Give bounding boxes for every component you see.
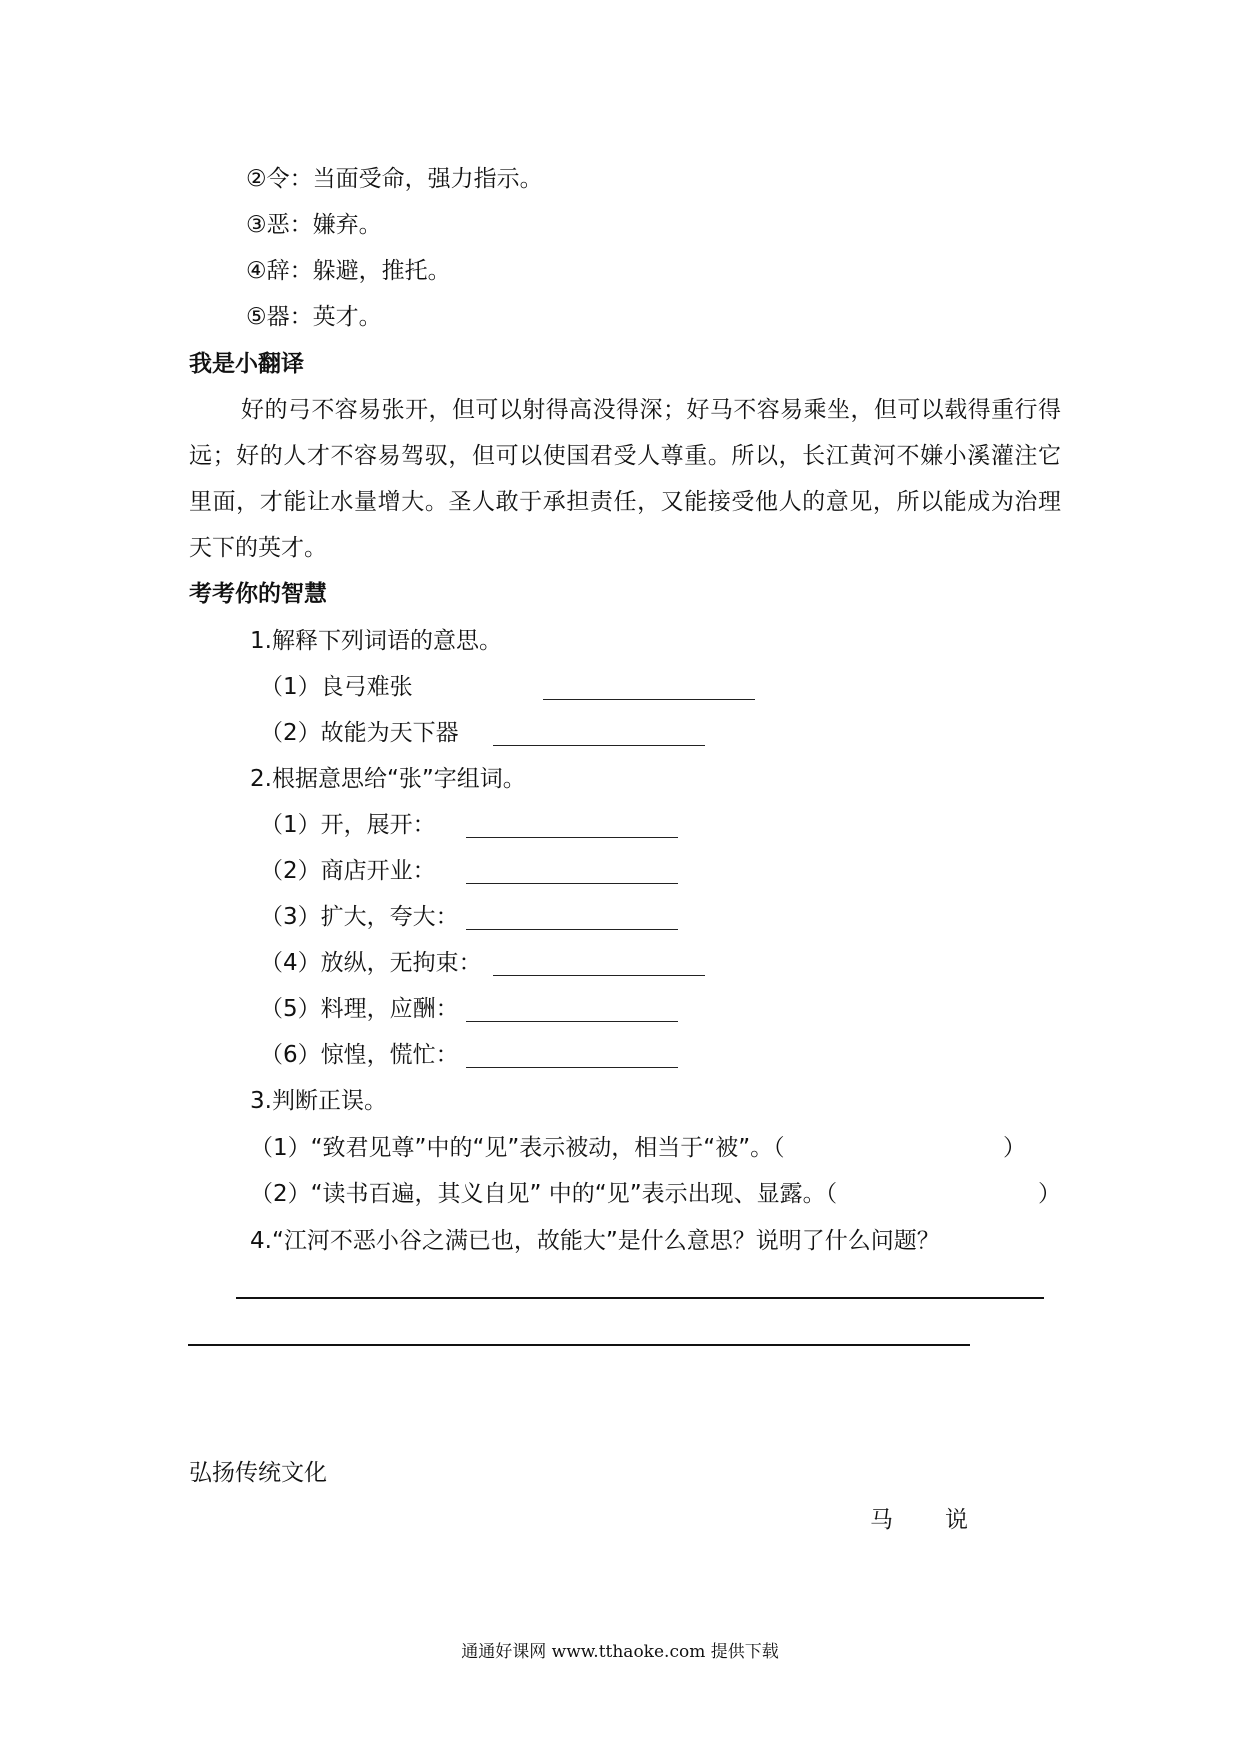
question-title: 1.解释下列词语的意思。 (250, 628, 502, 654)
answer-blank[interactable] (466, 1001, 678, 1022)
definition-item: ⑤器：英才。 (246, 304, 382, 330)
answer-line[interactable] (188, 1344, 970, 1346)
close-paren: ） (1038, 1181, 1061, 1207)
answer-blank[interactable] (466, 863, 678, 884)
answer-blank[interactable] (466, 1047, 678, 1068)
definition-item: ④辞：躲避，推托。 (246, 258, 451, 284)
question-item-text: （1）良弓难张 (260, 674, 413, 700)
question-item (260, 718, 459, 748)
answer-blank[interactable] (493, 725, 705, 746)
definition-item: ③恶：嫌弃。 (246, 212, 382, 238)
question-title: 4.“江河不恶小谷之满已也，故能大”是什么意思？说明了什么问题？ (250, 1228, 940, 1254)
question-title: 3.判断正误。 (250, 1088, 387, 1114)
question-item: （2）商店开业： (260, 858, 436, 884)
translation-paragraph: 好的弓不容易张开，但可以射得高没得深；好马不容易乘坐，但可以载得重行得远；好的人才不容易驾驭，但可以使国君受人尊重。所以，长江黄河不嫌小溪灌注它里面，才能让水量增大。圣人敢于承担责任，又能接受他人的意见，所以能成为治理天下的英才。 (189, 397, 1061, 561)
answer-line[interactable] (236, 1297, 1044, 1299)
question-item: （6）惊惶，慌忙： (260, 1042, 459, 1068)
article-title-char: 说 (945, 1507, 968, 1533)
section-heading-quiz: 考考你的智慧 (189, 581, 327, 607)
article-title-char: 马 (870, 1507, 893, 1533)
question-item-text: （2）故能为天下器 (260, 720, 459, 746)
page-footer: 通通好课网 www.tthaoke.com 提供下载 (461, 1642, 779, 1662)
question-item (260, 672, 413, 702)
question-item: （5）料理，应酬： (260, 996, 459, 1022)
question-item: （4）放纵，无拘束： (260, 950, 482, 976)
answer-blank[interactable] (466, 817, 678, 838)
answer-blank[interactable] (543, 679, 755, 700)
section-heading-culture: 弘扬传统文化 (189, 1460, 327, 1486)
close-paren: ） (1003, 1135, 1026, 1161)
question-item: （1）“致君见尊”中的“见”表示被动，相当于“被”。（ (250, 1135, 785, 1161)
question-item: （3）扩大，夸大： (260, 904, 459, 930)
definition-item: ②令：当面受命，强力指示。 (246, 166, 543, 192)
answer-blank[interactable] (493, 955, 705, 976)
question-item: （2）“读书百遍，其义自见” 中的“见”表示出现、显露。（ (250, 1181, 838, 1207)
question-title: 2.根据意思给“张”字组词。 (250, 766, 526, 792)
answer-blank[interactable] (466, 909, 678, 930)
section-heading-translation: 我是小翻译 (189, 351, 304, 377)
question-item: （1）开，展开： (260, 812, 436, 838)
